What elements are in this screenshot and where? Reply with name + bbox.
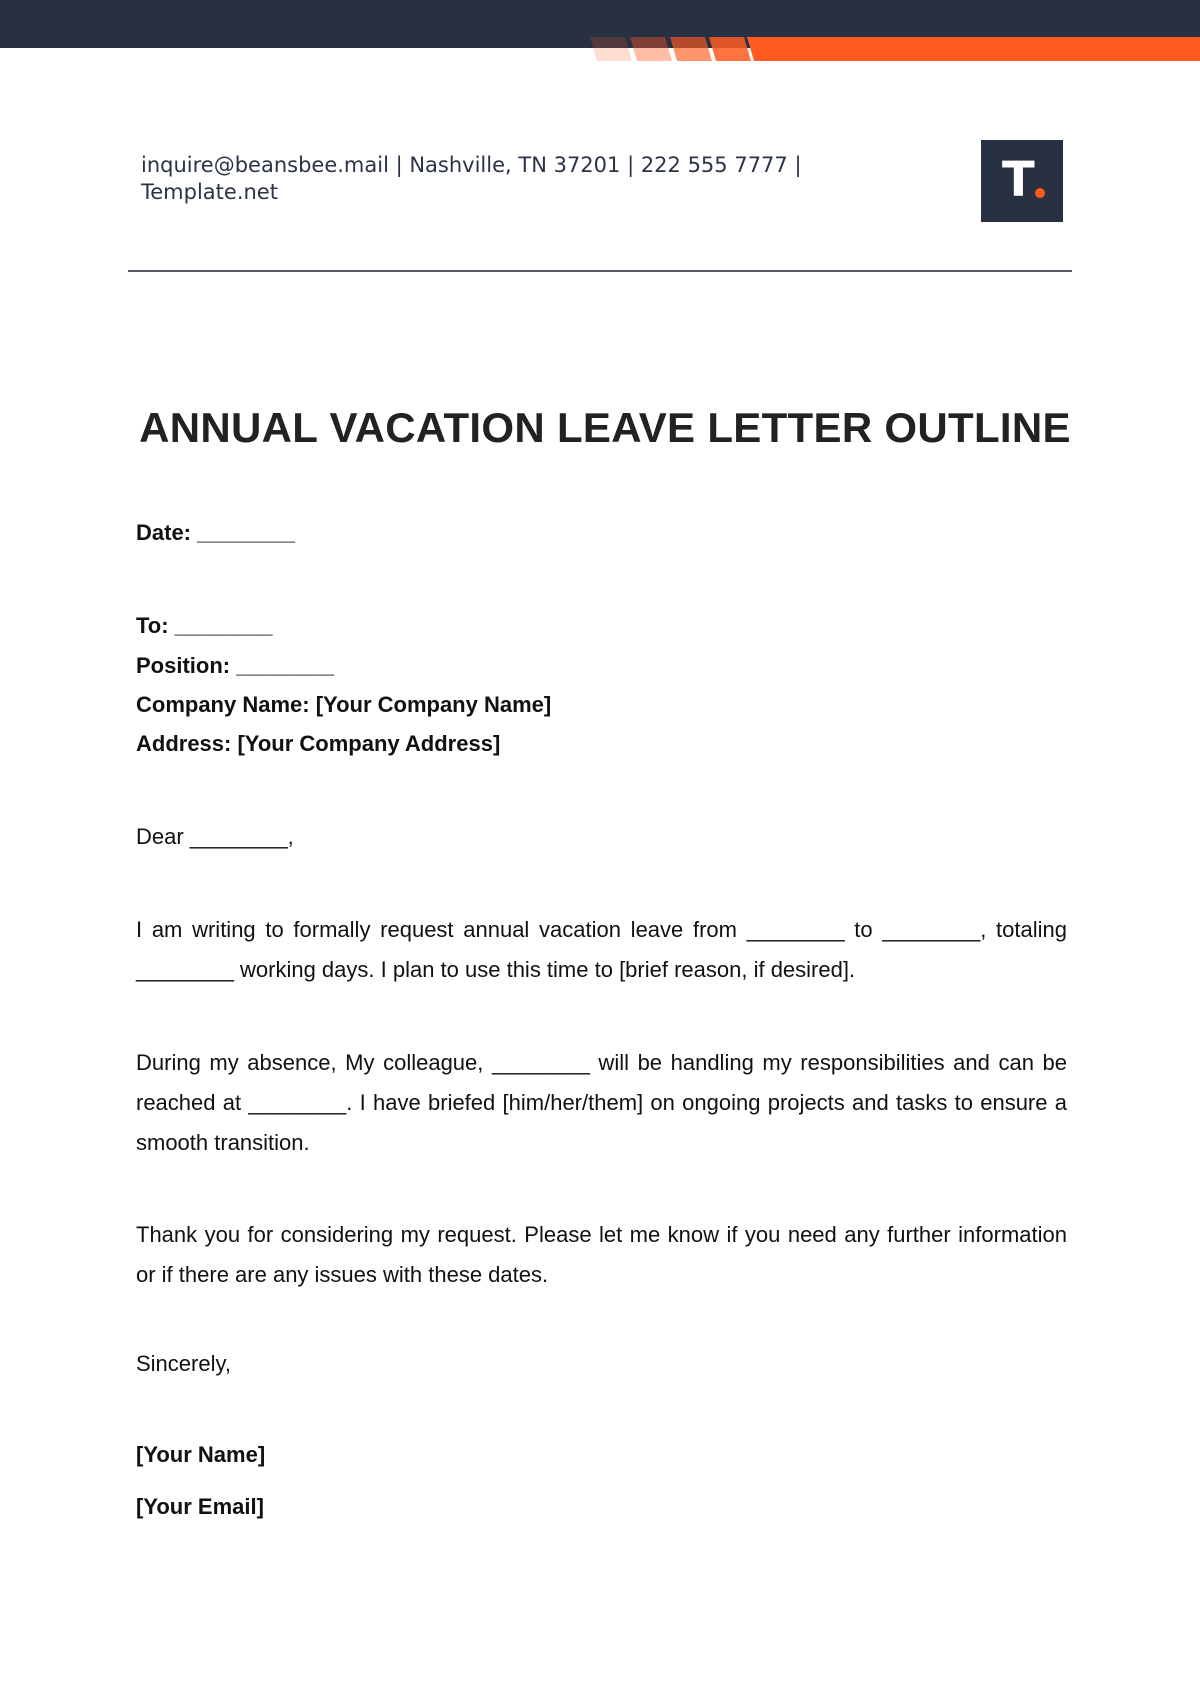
company-logo [981,140,1063,222]
logo-dot-icon [1035,188,1045,198]
accent-stripe-3 [670,37,712,61]
header-divider [128,270,1072,272]
signature-email: [Your Email] [136,1494,264,1519]
body-paragraph-2: During my absence, My colleague, ________ will be handling my responsibilities and can be reached at ________. I have briefed [him/her/them] on ongoing projects and tasks to ensure a smooth transition. [136,1050,1067,1155]
accent-stripe-4 [709,37,751,61]
body-paragraph-3: Thank you for considering my request. Please let me know if you need any further information or if there are any issues with these dates. [136,1222,1067,1287]
logo-letter: T [1002,152,1035,208]
to-field: To: ________ [136,613,273,638]
company-name-field: Company Name: [Your Company Name] [136,692,552,717]
contact-line-1: inquire@beansbee.mail | Nashville, TN 37201 | 222 555 7777 | [141,153,802,177]
accent-stripe-1 [590,37,632,61]
signature-name: [Your Name] [136,1442,266,1467]
accent-stripe-2 [630,37,672,61]
contact-info [141,152,821,206]
header-accent-stripes [0,0,1200,64]
page-title: ANNUAL VACATION LEAVE LETTER OUTLINE [139,404,1071,451]
date-field: Date: ________ [136,520,296,545]
accent-bar [747,37,1200,61]
position-field: Position: ________ [136,653,335,678]
closing: Sincerely, [136,1351,231,1376]
body-paragraph-1: I am writing to formally request annual vacation leave from ________ to ________, totaling ________ working days. I plan to use this time to [brief reason, if desired]. [136,917,1067,982]
address-field: Address: [Your Company Address] [136,731,501,756]
salutation: Dear ________, [136,824,294,849]
contact-line-2: Template.net [141,180,278,204]
